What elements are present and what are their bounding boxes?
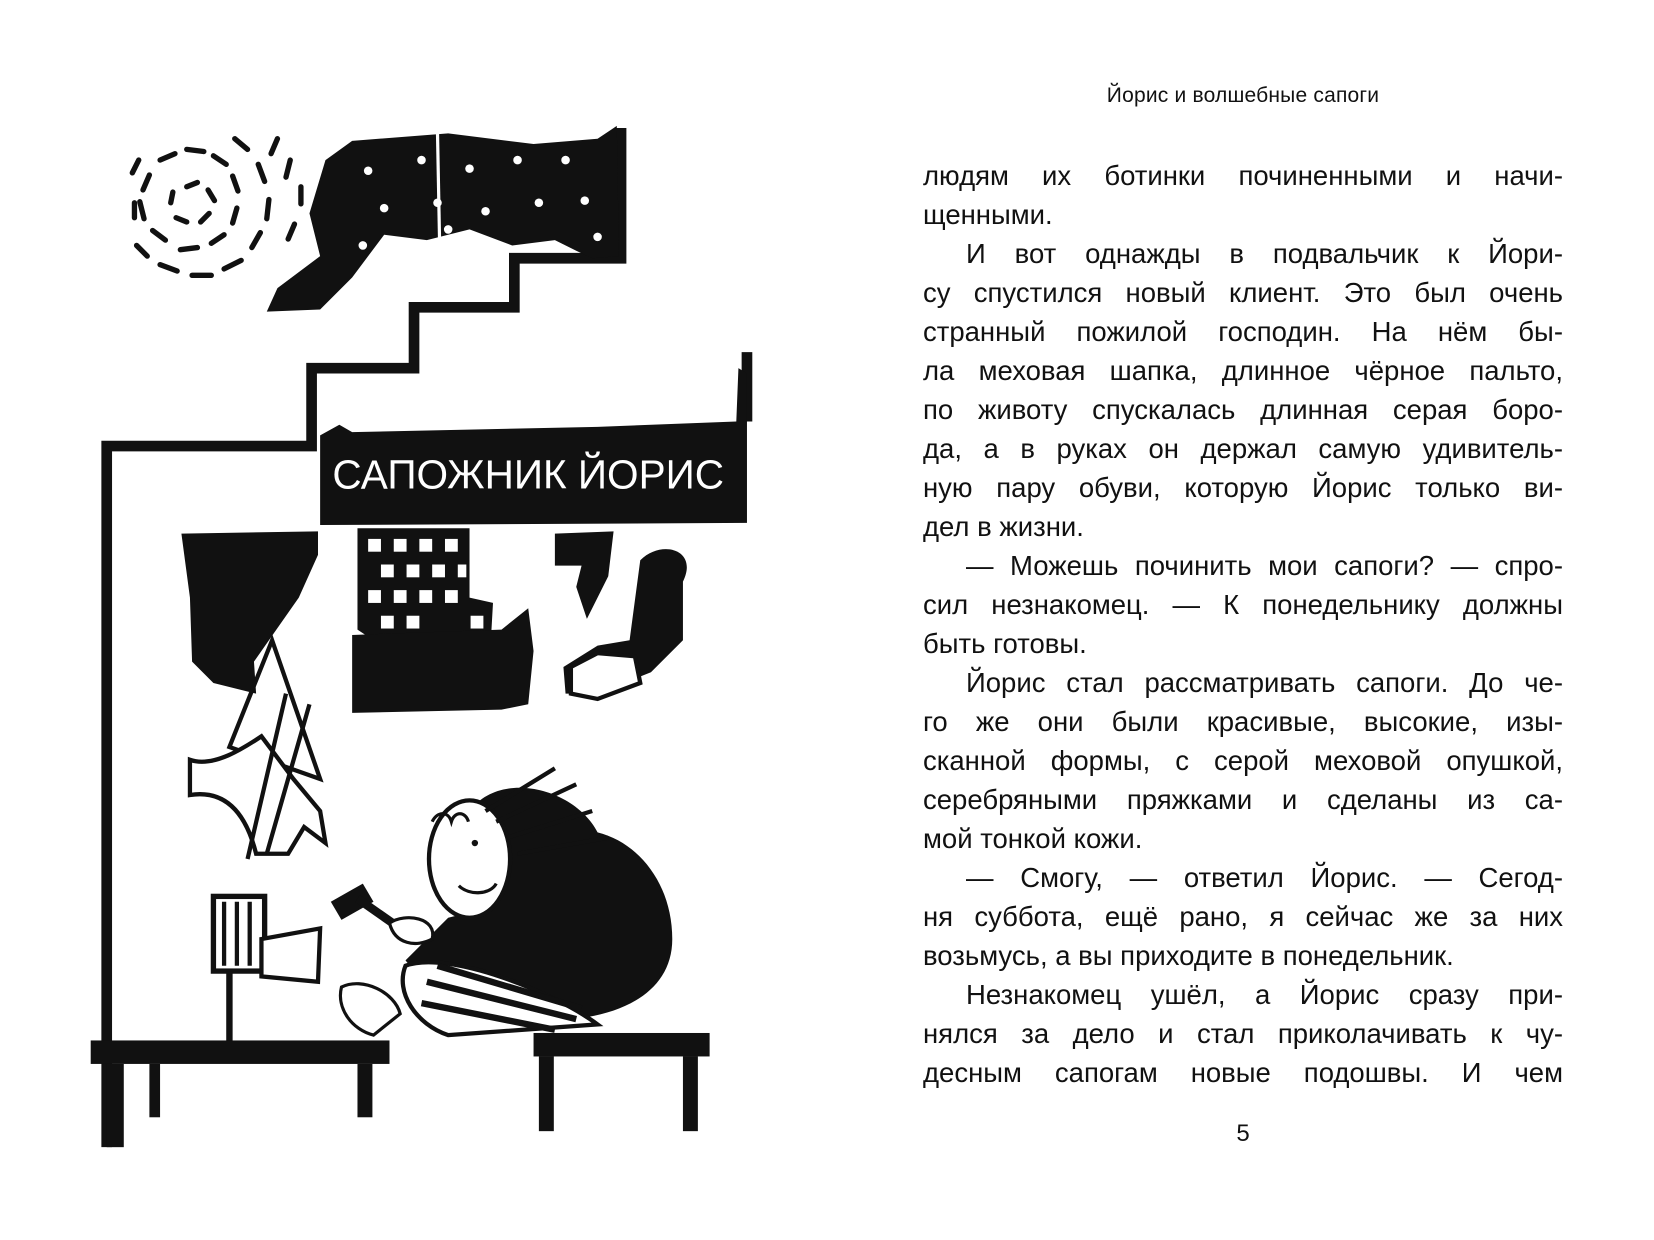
paragraph bbox=[923, 234, 1563, 546]
text-line: И вот однажды в подвальчик к Йори- bbox=[966, 238, 1563, 269]
text-line: су спустился новый клиент. Это был очень bbox=[923, 277, 1563, 308]
text-line: Йорис стал рассматривать сапоги. До че- bbox=[966, 667, 1563, 698]
text-line: возьмусь, а вы приходите в понедельник. bbox=[923, 940, 1454, 971]
shoemaker-figure bbox=[331, 768, 672, 1035]
paragraph bbox=[923, 858, 1563, 975]
paragraph bbox=[923, 156, 1563, 234]
text-line: мой тонкой кожи. bbox=[923, 823, 1143, 854]
paragraph bbox=[923, 546, 1563, 663]
text-line: десным сапогам новые подошвы. И чем bbox=[923, 1057, 1563, 1088]
last-stand bbox=[213, 896, 320, 1040]
running-head: Йорис и волшебные сапоги bbox=[1106, 84, 1380, 107]
body-text bbox=[923, 156, 1563, 1092]
text-line: нялся за дело и стал приколачивать к чу- bbox=[923, 1018, 1563, 1049]
text-line: людям их ботинки починенными и начи- bbox=[923, 160, 1563, 191]
text-line: сканной формы, с серой меховой опушкой, bbox=[923, 745, 1563, 776]
cloak-figure bbox=[267, 126, 619, 312]
text-line: сил незнакомец. — К понедельнику должны bbox=[923, 589, 1563, 620]
swirl-dashes bbox=[132, 139, 301, 276]
page-number: 5 bbox=[1236, 1120, 1250, 1147]
sign-lettering: САПОЖНИК ЙОРИС bbox=[332, 451, 725, 498]
paragraph bbox=[923, 663, 1563, 858]
text-line: да, а в руках он держал самую удивитель- bbox=[923, 433, 1563, 464]
text-line: — Можешь починить мои сапоги? — спро- bbox=[966, 550, 1563, 581]
text-line: ла меховая шапка, длинное чёрное пальто, bbox=[923, 355, 1563, 386]
shop-sign bbox=[320, 368, 747, 525]
text-line: щенными. bbox=[923, 199, 1053, 230]
text-line: дел в жизни. bbox=[923, 511, 1084, 542]
text-line: Незнакомец ушёл, а Йорис сразу при- bbox=[966, 979, 1563, 1010]
text-line: — Смогу, — ответил Йорис. — Сегод- bbox=[966, 862, 1563, 893]
text-line: ную пару обуви, которую Йорис только ви- bbox=[923, 472, 1563, 503]
text-line: ня суббота, ещё рано, я сейчас же за них bbox=[923, 901, 1563, 932]
text-line: по животу спускалась длинная серая боро- bbox=[923, 394, 1563, 425]
text-line: странный пожилой господин. На нём бы- bbox=[923, 316, 1563, 347]
paragraph bbox=[923, 975, 1563, 1092]
boots-on-wall bbox=[181, 528, 686, 713]
text-line: быть готовы. bbox=[923, 628, 1087, 659]
workbenches bbox=[91, 1033, 710, 1147]
text-line: серебряными пряжками и сделаны из са- bbox=[923, 784, 1563, 815]
text-line: го же они были красивые, высокие, изы- bbox=[923, 706, 1563, 737]
